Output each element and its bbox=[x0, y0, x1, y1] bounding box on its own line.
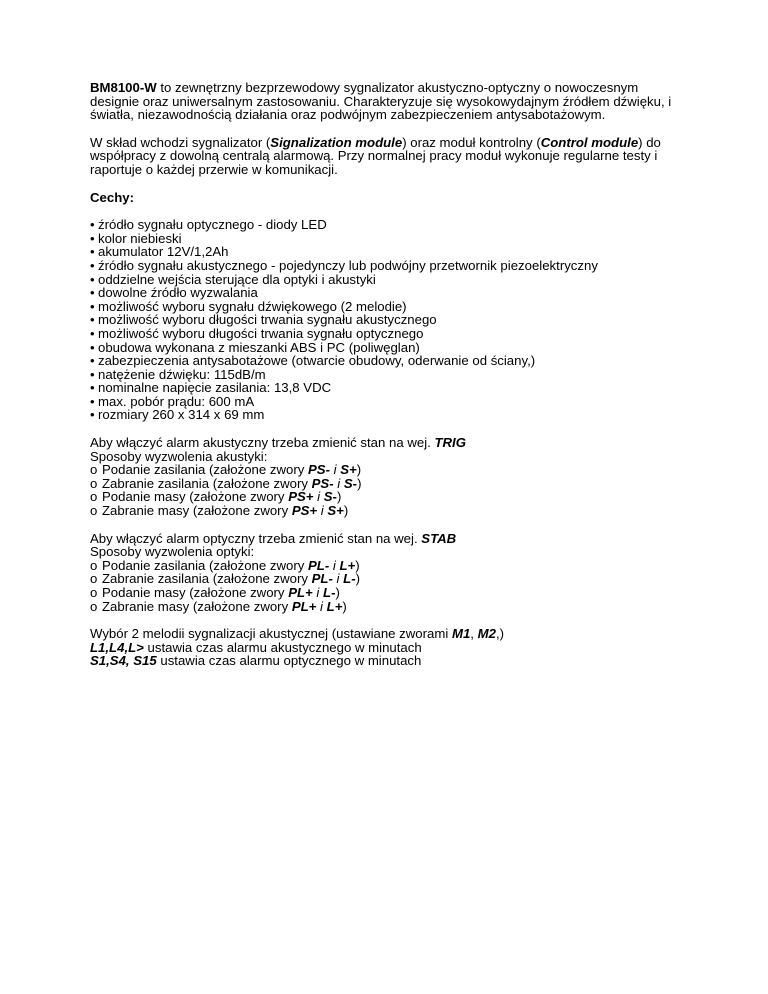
feature-item bbox=[90, 232, 690, 246]
acoustic-option bbox=[90, 504, 690, 518]
feature-text: akumulator 12V/1,2Ah bbox=[98, 244, 229, 260]
feature-text: zabezpieczenia antysabotażowe (otwarcie obudowy, oderwanie od ściany,) bbox=[98, 353, 536, 369]
bullet-marker: • bbox=[90, 353, 95, 369]
composition-text-3: ) do bbox=[638, 134, 661, 150]
jumper-a: PS+ bbox=[288, 489, 314, 505]
optical-time-line bbox=[90, 654, 690, 668]
option-end: ) bbox=[336, 489, 342, 505]
acoustic-time-codes: L1,L4,L> bbox=[90, 639, 144, 655]
jumper-a: PL- bbox=[311, 571, 333, 587]
option-end: ) bbox=[355, 557, 360, 573]
feature-text: możliwość wyboru sygnału dźwiękowego (2 melodie) bbox=[98, 298, 407, 314]
features-list bbox=[90, 218, 690, 422]
acoustic-subheading: Sposoby wyzwolenia akustyki: bbox=[90, 448, 268, 464]
option-text: Podanie masy (założone zwory bbox=[102, 489, 289, 505]
optical-options-list bbox=[90, 559, 690, 613]
jumper-b: L- bbox=[343, 571, 356, 587]
optical-option bbox=[90, 572, 690, 586]
bullet-marker: • bbox=[90, 393, 95, 409]
option-text: Zabranie zasilania (założone zwory bbox=[102, 475, 312, 491]
acoustic-intro-text: Aby włączyć alarm akustyczny trzeba zmienić stan na wej. bbox=[90, 435, 435, 451]
feature-item bbox=[90, 368, 690, 382]
option-end: ) bbox=[335, 585, 340, 600]
jumper-b: S- bbox=[343, 475, 358, 491]
feature-text: obudowa wykonana z mieszanki ABS i PC (poliwęglan) bbox=[98, 339, 420, 355]
jumper-b: S+ bbox=[340, 462, 357, 478]
option-marker: o bbox=[90, 489, 98, 505]
option-end: ) bbox=[343, 503, 349, 519]
composition-text-1: W skład wchodzi sygnalizator ( bbox=[90, 134, 271, 150]
feature-text: źródło sygnału optycznego - diody LED bbox=[98, 217, 327, 233]
option-marker: o bbox=[90, 598, 98, 614]
intro-paragraph bbox=[90, 81, 690, 122]
feature-item bbox=[90, 327, 690, 341]
jumper-b: L+ bbox=[339, 557, 356, 573]
jumper-b: S- bbox=[323, 489, 337, 505]
feature-text: kolor niebieski bbox=[98, 230, 182, 246]
optical-time-codes: S1,S4, S15 bbox=[90, 653, 157, 669]
feature-item bbox=[90, 381, 690, 395]
jumper-b: L- bbox=[323, 585, 336, 600]
jumper-a: PS+ bbox=[291, 503, 318, 519]
feature-text: max. pobór prądu: 600 mA bbox=[98, 393, 255, 409]
bullet-marker: • bbox=[90, 230, 95, 246]
option-text: Podanie masy (założone zwory bbox=[102, 585, 289, 600]
option-end: ) bbox=[357, 475, 362, 491]
option-separator: i bbox=[329, 462, 341, 478]
option-marker: o bbox=[90, 585, 98, 600]
feature-text: dowolne źródło wyzwalania bbox=[98, 285, 258, 301]
option-marker: o bbox=[90, 557, 98, 573]
control-module-term: Control module bbox=[540, 134, 639, 150]
melody-text: Wybór 2 melodii sygnalizacji akustycznej (ustawiane zworami bbox=[90, 626, 452, 642]
feature-text: możliwość wyboru długości trwania sygnału optycznego bbox=[98, 325, 424, 341]
option-separator: i bbox=[316, 598, 327, 614]
optical-option bbox=[90, 586, 690, 600]
bullet-marker: • bbox=[90, 339, 95, 355]
optical-section bbox=[90, 532, 690, 614]
intro-line-3: światła, niezawodnością działania oraz podwójnym zabezpieczeniem antysabotażowym. bbox=[90, 107, 606, 123]
bullet-marker: • bbox=[90, 271, 95, 287]
option-text: Zabranie masy (założone zwory bbox=[102, 503, 292, 519]
composition-line-3: raportuje o każdej przerwie w komunikacji. bbox=[90, 161, 338, 177]
option-separator: i bbox=[312, 585, 324, 600]
melody-end: ,) bbox=[495, 626, 504, 642]
feature-text: natężenie dźwięku: 115dB/m bbox=[98, 366, 266, 382]
feature-item bbox=[90, 300, 690, 314]
feature-item bbox=[90, 408, 690, 422]
bullet-marker: • bbox=[90, 244, 95, 260]
jumper-a: PL+ bbox=[288, 585, 313, 600]
bullet-marker: • bbox=[90, 325, 95, 341]
option-marker: o bbox=[90, 475, 98, 491]
bullet-marker: • bbox=[90, 257, 95, 273]
stab-input-label: STAB bbox=[421, 530, 457, 546]
feature-item bbox=[90, 395, 690, 409]
optical-option bbox=[90, 600, 690, 614]
feature-text: nominalne napięcie zasilania: 13,8 VDC bbox=[98, 380, 332, 396]
option-separator: i bbox=[313, 489, 324, 505]
feature-text: źródło sygnału akustycznego - pojedynczy lub podwójny przetwornik piezoelektryczny bbox=[98, 257, 598, 273]
jumper-a: PS- bbox=[307, 462, 330, 478]
bullet-marker: • bbox=[90, 380, 95, 396]
signalization-module-term: Signalization module bbox=[270, 134, 403, 150]
option-separator: i bbox=[333, 475, 344, 491]
optical-subheading: Sposoby wyzwolenia optyki: bbox=[90, 544, 255, 560]
feature-item bbox=[90, 286, 690, 300]
feature-item bbox=[90, 218, 690, 232]
intro-line-2: designie oraz uniwersalnym zastosowaniu. Charakteryzuje się wysokowydajnym źródłem dźwięku, i bbox=[90, 93, 672, 109]
acoustic-options-list bbox=[90, 463, 690, 517]
option-marker: o bbox=[90, 503, 98, 519]
option-end: ) bbox=[355, 571, 361, 587]
melody-comma: , bbox=[470, 626, 478, 642]
jumper-a: PS- bbox=[311, 475, 334, 491]
acoustic-intro bbox=[90, 436, 690, 450]
intro-line-1: to zewnętrzny bezprzewodowy sygnalizator akustyczno-optyczny o nowoczesnym bbox=[156, 80, 639, 95]
jumper-b: L+ bbox=[326, 598, 343, 614]
option-separator: i bbox=[332, 571, 344, 587]
feature-text: oddzielne wejścia sterujące dla optyki i akustyki bbox=[98, 271, 376, 287]
m1-jumper: M1 bbox=[451, 626, 471, 642]
feature-item bbox=[90, 354, 690, 368]
document-body bbox=[90, 81, 690, 682]
feature-item bbox=[90, 259, 690, 273]
jumper-b: S+ bbox=[327, 503, 344, 519]
option-text: Podanie zasilania (założone zwory bbox=[102, 557, 308, 573]
trig-input-label: TRIG bbox=[434, 435, 466, 451]
acoustic-time-desc: ustawia czas alarmu akustycznego w minutach bbox=[143, 639, 422, 655]
bullet-marker: • bbox=[90, 285, 95, 301]
acoustic-time-line bbox=[90, 641, 690, 655]
feature-item bbox=[90, 273, 690, 287]
features-heading: Cechy: bbox=[90, 189, 134, 205]
option-separator: i bbox=[329, 557, 340, 573]
feature-item bbox=[90, 341, 690, 355]
optical-intro-text: Aby włączyć alarm optyczny trzeba zmienić stan na wej. bbox=[90, 530, 422, 546]
option-text: Podanie zasilania (założone zwory bbox=[102, 462, 308, 478]
acoustic-section bbox=[90, 436, 690, 518]
composition-line-2: współpracy z dowolną centralą alarmową. Przy normalnej pracy moduł wykonuje regularne testy i bbox=[90, 148, 658, 164]
jumper-a: PL+ bbox=[291, 598, 317, 614]
acoustic-option bbox=[90, 463, 690, 477]
feature-text: rozmiary 260 x 314 x 69 mm bbox=[98, 407, 265, 423]
option-text: Zabranie zasilania (założone zwory bbox=[102, 571, 312, 587]
acoustic-option bbox=[90, 490, 690, 504]
optical-time-desc: ustawia czas alarmu optycznego w minutach bbox=[156, 653, 422, 669]
bullet-marker: • bbox=[90, 312, 95, 328]
feature-item bbox=[90, 313, 690, 327]
composition-text-2: ) oraz moduł kontrolny ( bbox=[402, 134, 541, 150]
bullet-marker: • bbox=[90, 217, 95, 233]
option-marker: o bbox=[90, 462, 98, 478]
m2-jumper: M2 bbox=[477, 626, 496, 642]
bullet-marker: • bbox=[90, 298, 95, 314]
product-name: BM8100-W bbox=[90, 80, 157, 95]
optical-intro bbox=[90, 532, 690, 546]
bullet-marker: • bbox=[90, 407, 95, 423]
option-text: Zabranie masy (założone zwory bbox=[102, 598, 292, 614]
composition-paragraph bbox=[90, 136, 690, 177]
option-marker: o bbox=[90, 571, 98, 587]
optical-option bbox=[90, 559, 690, 573]
melody-line bbox=[90, 627, 690, 641]
feature-text: możliwość wyboru długości trwania sygnału akustycznego bbox=[98, 312, 437, 328]
option-separator: i bbox=[317, 503, 328, 519]
settings-section bbox=[90, 627, 690, 668]
jumper-a: PL- bbox=[307, 557, 330, 573]
bullet-marker: • bbox=[90, 366, 95, 382]
acoustic-option bbox=[90, 477, 690, 491]
option-end: ) bbox=[356, 462, 362, 478]
option-end: ) bbox=[342, 598, 347, 614]
feature-item bbox=[90, 245, 690, 259]
